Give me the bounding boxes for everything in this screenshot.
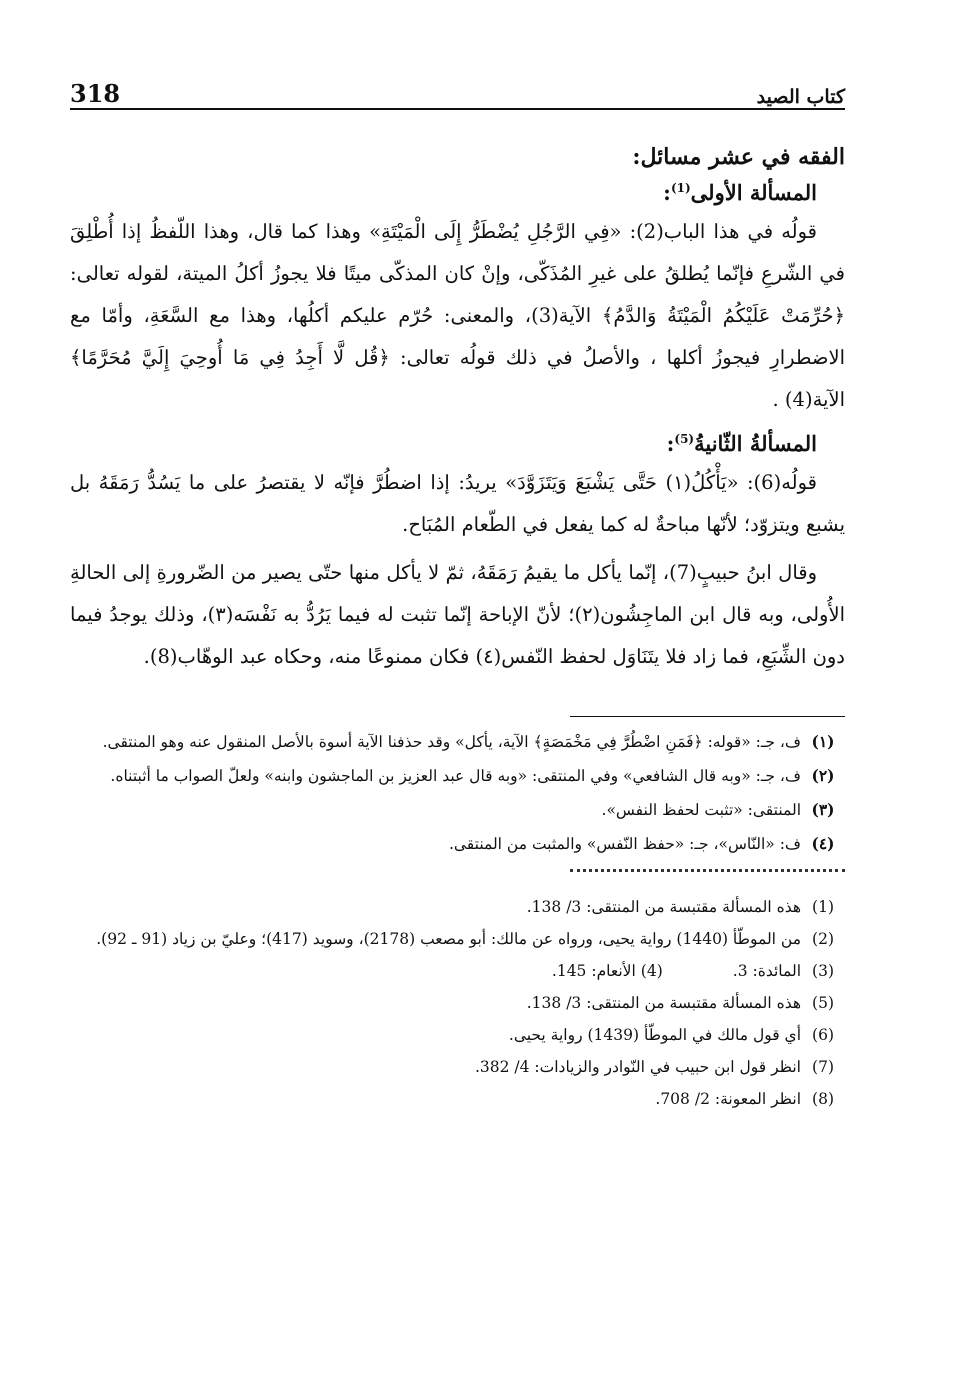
footnote-text-extra: (4) الأنعام: 145. (551, 962, 663, 980)
footnote-text: المائدة: 3. (732, 962, 801, 980)
reference-footnotes (70, 892, 845, 1114)
page-header (70, 72, 845, 110)
footnote-reference (70, 988, 845, 1018)
footnote-number: (٣) (811, 800, 835, 819)
issue-2-paragraph-1: قولُه(6): «يَأْكُلُ(١) حَتَّى يَشْبَعَ وَيَتَزَوَّدَ» يريدُ: إذا اضطُرَّ فإنّه لا يقتصرُ على ما يَسُدُّ رَمَقَهُ بل يشبع ويتزوّد؛ لأنّها مباحةٌ له كما يفعل في الطّعام المُبَاح. (70, 471, 845, 536)
issue-2-paragraph-2: وقال ابنُ حبيبٍ(7)، إنّما يأكل ما يقيمُ رَمَقَهُ، ثمّ لا يأكل منها حتّى يصير من الضّرورةِ إلى الحالةِ الأُولى، وبه قال ابن الماجِشُون(٢)؛ لأنّ الإباحة إنّما تثبت له فيما يَرُدُّ به نَفْسَه(٣)، وذلك يوجدُ فيما دون الشِّبَعِ، فما زاد فلا يتَنَاوَل لحفظ النّفس(٤) فكان ممنوعًا منه، وحكاه عبد الوهّاب(8). (70, 561, 846, 668)
footnote-number: (٤) (811, 834, 835, 853)
footnote-number: (3) (812, 962, 834, 980)
footnote-reference (70, 1052, 845, 1082)
book-title: كتاب الصيد (756, 86, 845, 108)
issue-title-1-note: (1) (670, 181, 691, 195)
footnote-text: هذه المسألة مقتبسة من المنتقى: 3/ 138. (526, 994, 801, 1012)
issue-title-2: المسألةُ الثّانيةُ$^{(5)}$: (666, 431, 817, 456)
footnote-reference (70, 892, 845, 922)
footnote-number: (٢) (811, 766, 835, 785)
footnote-variant (70, 795, 845, 825)
section-title: الفقه في عشر مسائل: (632, 144, 845, 170)
issue-title-2-text: المسألةُ الثّانيةُ (694, 431, 817, 456)
footnote-reference (70, 924, 845, 954)
issue-title-1: المسألة الأولى$^{(1)}$: (663, 180, 817, 205)
footnote-number: (5) (812, 994, 834, 1012)
footnote-number: (6) (812, 1026, 834, 1044)
footnote-text-pair (70, 956, 801, 986)
footnote-variant (70, 761, 845, 791)
footnote-reference (70, 956, 845, 986)
footnote-text: انظر قول ابن حبيب في النّوادر والزيادات: 4/ 382. (474, 1058, 801, 1076)
footnote-divider (570, 716, 845, 717)
footnote-text: هذه المسألة مقتبسة من المنتقى: 3/ 138. (526, 898, 801, 916)
page (70, 72, 845, 1116)
footnote-text: أي قول مالك في الموطّأ (1439) رواية يحيى. (508, 1026, 801, 1044)
footnote-text: ف: «النّاس»، جـ: «حفظ النّفس» والمثبت من المنتقى. (448, 835, 801, 853)
footnote-number: (2) (812, 930, 834, 948)
footnote-reference (70, 1020, 845, 1050)
footnote-text: ف، جـ: «وبه قال الشافعي» وفي المنتقى: «وبه قال عبد العزيز بن الماجشون وابنه» ولعلّ الصواب ما أثبتناه. (110, 767, 801, 785)
page-number: 318 (70, 79, 121, 108)
footnote-variant (70, 727, 845, 757)
footnote-variant (70, 829, 845, 859)
footnote-text: انظر المعونة: 2/ 708. (655, 1090, 801, 1108)
variant-footnotes (70, 727, 845, 859)
footnote-text: المنتقى: «تثبت لحفظ النفس». (601, 801, 801, 819)
footnote-reference (70, 1084, 845, 1114)
footnote-text: من الموطّأ (1440) رواية يحيى، ورواه عن مالك: أبو مصعب (2178)، وسويد (417)؛ وعليّ بن زياد (91 ـ 92). (96, 930, 801, 948)
dotted-divider (570, 869, 845, 878)
footnote-number: (١) (811, 732, 835, 751)
footnote-number: (7) (812, 1058, 834, 1076)
footnote-number: (8) (812, 1090, 834, 1108)
footnote-number: (1) (812, 898, 834, 916)
footnote-text: ف، جـ: «قوله: ﴿فَمَنِ اضْطُرَّ فِي مَخْمَصَةٍ﴾ الآية، يأكل» وقد حذفنا الآية أسوة بالأصل المنقول عنه وهو المنتقى. (102, 733, 801, 751)
issue-title-1-text: المسألة الأولى (690, 180, 817, 205)
issue-title-2-note: (5) (674, 432, 695, 446)
issue-1-paragraph: قولُه في هذا الباب(2): «فِي الرَّجُلِ يُضْطَرُّ إِلَى الْمَيْتَةِ» وهذا كما قال، وهذا اللّفظُ إذا أُطْلِقَ في الشّرعِ فإنّما يُطلقُ على غيرِ المُذَكّى، وإنْ كان المذكّى ميتًا فلا يجوزُ أكلُ الميتة، لقوله تعالى: ﴿حُرِّمَتْ عَلَيْكُمُ الْمَيْتَةُ وَالدَّمُ﴾ الآية(3)، والمعنى: حُرّم عليكم أكلُها، وهذا مع السَّعَةِ، وأمّا مع الاضطرارِ فيجوزُ أكلها ، والأصلُ في ذلك قولُه تعالى: ﴿قُل لَّا أَجِدُ فِي مَا أُوحِيَ إِلَيَّ مُحَرَّمًا﴾ الآية(4) . (70, 220, 845, 411)
